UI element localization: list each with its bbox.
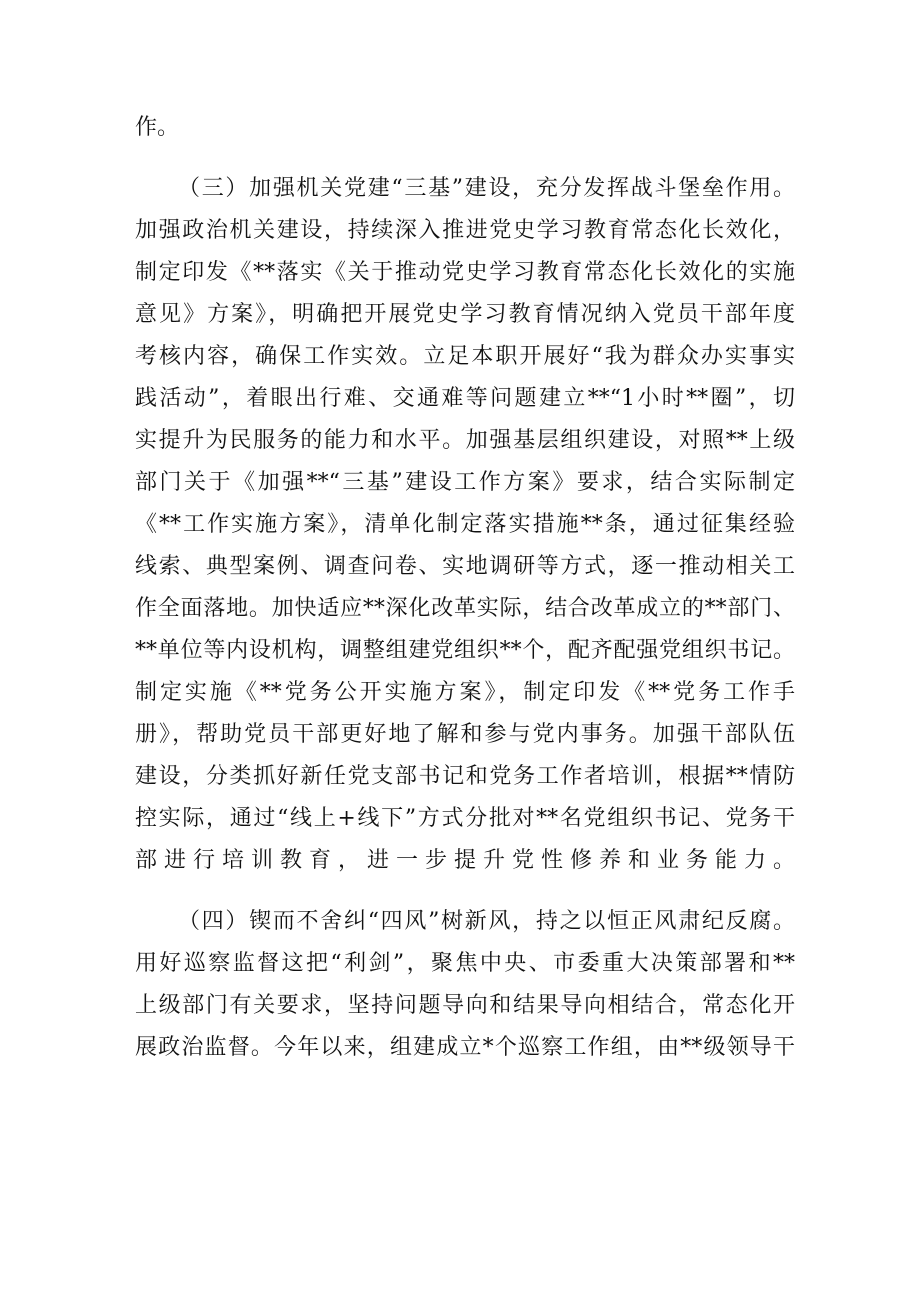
text-line: 册》，帮助党员干部更好地了解和参与党内事务。加强干部队伍: [135, 722, 795, 747]
text-line: 部进行培训教育，进一步提升党性修养和业务能力。: [135, 848, 795, 873]
text-line: 控实际，通过“线上+线下”方式分批对**名党组织书记、党务干: [135, 806, 795, 831]
section-heading: （三）加强机关党建“三基”建设，充分发挥战斗堡垒作用。: [178, 176, 795, 201]
text-line: 《**工作实施方案》，清单化制定落实措施**条，通过征集经验: [135, 512, 795, 537]
text-line: 意见》方案》，明确把开展党史学习教育情况纳入党员干部年度: [135, 302, 795, 327]
text-line: 线索、典型案例、调查问卷、实地调研等方式，逐一推动相关工: [135, 554, 795, 579]
text-line: 作全面落地。加快适应**深化改革实际，结合改革成立的**部门、: [135, 596, 795, 621]
text-line: 制定印发《**落实《关于推动党史学习教育常态化长效化的实施: [135, 260, 795, 285]
section-heading: （四）锲而不舍纠“四风”树新风，持之以恒正风肃纪反腐。: [178, 909, 795, 934]
text-line: 上级部门有关要求，坚持问题导向和结果导向相结合，常态化开: [135, 993, 795, 1018]
text-line: 部门关于《加强**“三基”建设工作方案》要求，结合实际制定: [135, 470, 795, 495]
text-line: **单位等内设机构，调整组建党组织**个，配齐配强党组织书记。: [135, 638, 795, 663]
text-line: 制定实施《**党务公开实施方案》，制定印发《**党务工作手: [135, 680, 795, 705]
text-line: 展政治监督。今年以来，组建成立*个巡察工作组，由**级领导干: [135, 1035, 795, 1060]
text-line: 加强政治机关建设，持续深入推进党史学习教育常态化长效化，: [135, 218, 795, 243]
text-line: 考核内容，确保工作实效。立足本职开展好“我为群众办实事实: [135, 344, 795, 369]
text-line: 践活动”，着眼出行难、交通难等问题建立**“1小时**圈”，切: [135, 386, 795, 411]
text-line: 实提升为民服务的能力和水平。加强基层组织建设，对照**上级: [135, 428, 795, 453]
text-line: 建设，分类抓好新任党支部书记和党务工作者培训，根据**情防: [135, 764, 795, 789]
text-line: 用好巡察监督这把“利剑”，聚焦中央、市委重大决策部署和**: [135, 951, 795, 976]
text-line: 作。: [135, 115, 180, 140]
